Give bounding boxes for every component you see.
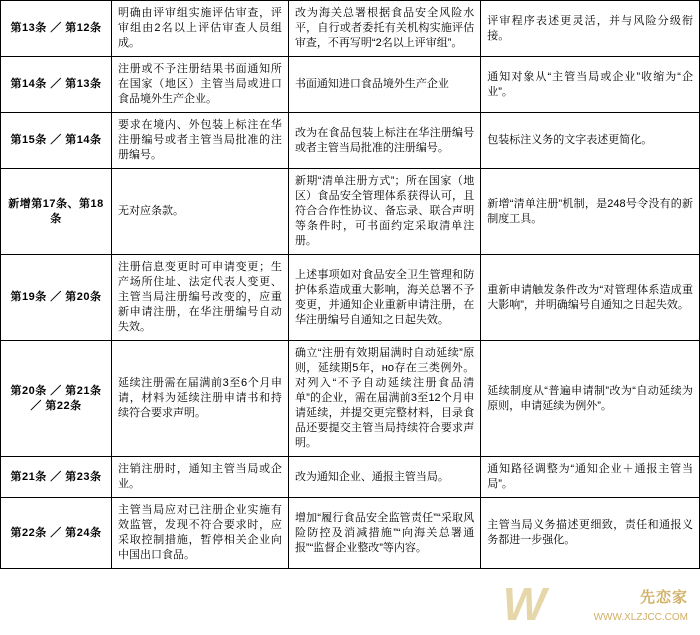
cell-note: 新增“清单注册”机制，是248号令没有的新制度工具。: [481, 169, 700, 255]
cell-article: 第22条 ／ 第24条: [1, 498, 112, 569]
table-row: [1, 457, 700, 498]
table-row: [1, 341, 700, 457]
cell-article: 第14条 ／ 第13条: [1, 57, 112, 113]
watermark: [456, 563, 696, 633]
cell-note: 重新申请触发条件改为“对管理体系造成重大影响”，并明确编号自通知之日起失效。: [481, 255, 700, 341]
cell-note: 通知对象从“主管当局或企业”收缩为“企业”。: [481, 57, 700, 113]
cell-article: 第21条 ／ 第23条: [1, 457, 112, 498]
cell-note: 评审程序表述更灵活，并与风险分级衔接。: [481, 1, 700, 57]
cell-article: 第13条 ／ 第12条: [1, 1, 112, 57]
table-body: [1, 1, 700, 569]
cell-article: 第20条 ／ 第21条 ／ 第22条: [1, 341, 112, 457]
table-row: [1, 1, 700, 57]
table-row: [1, 169, 700, 255]
cell-new: 上述事项如对食品安全卫生管理和防护体系造成重大影响，海关总署不予变更，并通知企业重新申请注册，在华注册编号自通知之日起失效。: [288, 255, 480, 341]
table-row: [1, 113, 700, 169]
cell-old: 延续注册需在届满前3至6个月申请，材料为延续注册申请书和持续符合要求声明。: [112, 341, 289, 457]
cell-new: 书面通知进口食品境外生产企业: [288, 57, 480, 113]
cell-old: 明确由评审组实施评估审查，评审组由2名以上评估审查人员组成。: [112, 1, 289, 57]
table-row: [1, 57, 700, 113]
cell-note: 通知路径调整为“通知企业＋通报主管当局”。: [481, 457, 700, 498]
cell-new: 增加“履行食品安全监管责任”“采取风险防控及消减措施”“向海关总署通报”“监督企业整改”等内容。: [288, 498, 480, 569]
cell-old: 注册信息变更时可申请变更；生产场所住址、法定代表人变更、主管当局注册编号改变的，应重新申请注册，在华注册编号自动失效。: [112, 255, 289, 341]
cell-note: 延续制度从“普遍申请制”改为“自动延续为原则，申请延续为例外”。: [481, 341, 700, 457]
cell-new: 确立“注册有效期届满时自动延续”原则，延续期5年，но存在三类例外。对列入“不予自动延续注册食品清单”的企业，需在届满前3至12个月申请延续，并提交更完整材料，目录食品还要提交主管当局持续符合要求声明。: [288, 341, 480, 457]
watermark-text: 先恋家: [639, 589, 688, 606]
cell-note: 主管当局义务描述更细致，责任和通报义务都进一步强化。: [481, 498, 700, 569]
cell-new: 改为通知企业、通报主管当局。: [288, 457, 480, 498]
cell-article: 第19条 ／ 第20条: [1, 255, 112, 341]
cell-old: 要求在境内、外包装上标注在华注册编号或者主管当局批准的注册编号。: [112, 113, 289, 169]
cell-old: 无对应条款。: [112, 169, 289, 255]
cell-new: 改为在食品包装上标注在华注册编号或者主管当局批准的注册编号。: [288, 113, 480, 169]
cell-note: 包装标注义务的文字表述更简化。: [481, 113, 700, 169]
cell-article: 新增第17条、第18条: [1, 169, 112, 255]
table-row: [1, 498, 700, 569]
cell-new: 改为海关总署根据食品安全风险水平，自行或者委托有关机构实施评估审查，不再写明“2名以上评审组”。: [288, 1, 480, 57]
cell-old: 注销注册时，通知主管当局或企业。: [112, 457, 289, 498]
table-row: [1, 255, 700, 341]
watermark-logo-icon: W: [502, 578, 546, 630]
cell-old: 主管当局应对已注册企业实施有效监管，发现不符合要求时，应采取控制措施，暂停相关企业向中国出口食品。: [112, 498, 289, 569]
watermark-subtext: WWW.XLZJCC.COM: [593, 612, 688, 623]
cell-article: 第15条 ／ 第14条: [1, 113, 112, 169]
cell-new: 新期“清单注册方式”；所在国家（地区）食品安全管理体系获得认可，且符合合作性协议、备忘录、联合声明等条件时，可书面约定采取清单注册。: [288, 169, 480, 255]
cell-old: 注册或不予注册结果书面通知所在国家（地区）主管当局或进口食品境外生产企业。: [112, 57, 289, 113]
